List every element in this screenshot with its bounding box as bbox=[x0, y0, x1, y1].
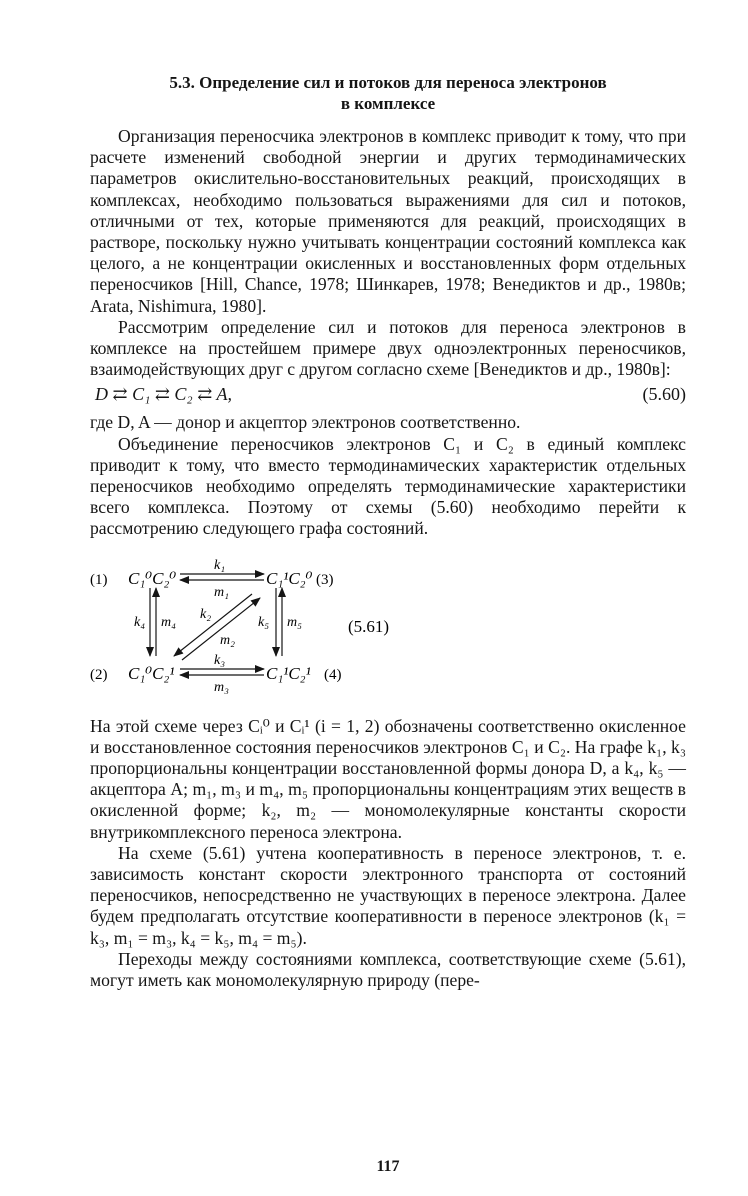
rate-k5: k₅ bbox=[258, 614, 270, 630]
state-3-tag: (3) bbox=[316, 571, 334, 588]
equation-5-60-number: (5.60) bbox=[642, 384, 686, 405]
equation-5-60 bbox=[90, 380, 686, 412]
rate-m4: m₄ bbox=[161, 614, 176, 630]
page-content bbox=[90, 72, 686, 1175]
paragraph-6: На схеме (5.61) учтена кооперативность в переносе электронов, т. е. зависимость констант скорости электронного транспорта от состояний переносчиков, непосредственно не участвующих в переносе электрона. Далее будем предполагать отсутствие кооперативности в переносе электронов (k₁ = k₃, m₁ = m₃, k₄ = k₅, m₄ = m₅). bbox=[90, 842, 686, 948]
scheme-5-61-number: (5.61) bbox=[348, 616, 390, 636]
state-3-label: C₁¹C₂⁰ bbox=[266, 568, 313, 588]
paragraph-3: где D, A — донор и акцептор электронов соответственно. bbox=[90, 412, 521, 433]
state-2-tag: (2) bbox=[90, 666, 108, 683]
arrow-m2 bbox=[182, 598, 260, 660]
rate-m5: m₅ bbox=[287, 614, 302, 630]
state-1-tag: (1) bbox=[90, 571, 108, 588]
state-4-label: C₁¹C₂¹ bbox=[266, 663, 311, 683]
state-4-tag: (4) bbox=[324, 666, 342, 683]
arrow-k2 bbox=[174, 594, 252, 656]
rate-m2: m₂ bbox=[220, 632, 235, 648]
paragraph-7: Переходы между состояниями комплекса, соответствующие схеме (5.61), могут иметь как мономолекулярную природу (пере- bbox=[90, 948, 686, 991]
rate-k3: k₃ bbox=[214, 652, 226, 668]
rate-k4: k₄ bbox=[134, 614, 146, 630]
state-graph-5-61 bbox=[90, 554, 686, 702]
paragraph-1: Организация переносчика электронов в комплекс приводит к тому, что при расчете изменений свободной энергии и других термодинамических параметров окислительно-восстановительных реакций, происходящих в комплексах, необходимо пользоваться выражениями для сил и потоков, отличными от тех, которые применяются для реакций, происходящих в растворе, поскольку нужно учитывать концентрации состояний комплекса как целого, а не концентрации окисленных и восстановленных форм отдельных переносчиков [Hill, Chance, 1978; Шинкарев, 1978; Венедиктов и др., 1980в; Arata, Nishimura, 1980]. bbox=[90, 126, 686, 316]
state-1-label: C₁⁰C₂⁰ bbox=[128, 568, 177, 588]
rate-k2: k₂ bbox=[200, 606, 212, 622]
rate-k1: k₁ bbox=[214, 557, 226, 573]
state-graph-svg bbox=[90, 554, 686, 702]
rate-m1: m₁ bbox=[214, 584, 229, 600]
paragraph-2: Рассмотрим определение сил и потоков для переноса электронов в комплексе на простейшем примере двух одноэлектронных переносчиков, взаимодействующих друг с другом согласно схеме [Венедиктов и др., 1980в]: bbox=[90, 316, 686, 380]
section-heading bbox=[90, 72, 686, 114]
page-number: 117 bbox=[376, 1158, 400, 1175]
paragraph-4: Объединение переносчиков электронов C₁ и C₂ в единый комплекс приводит к тому, что вместо термодинамических характеристик отдельных переносчиков необходимо определять термодинамические характеристики всего комплекса. Поэтому от схемы (5.60) необходимо перейти к рассмотрению следующего графа состояний. bbox=[90, 433, 686, 539]
section-title-line2: в комплексе bbox=[340, 94, 436, 113]
state-2-label: C₁⁰C₂¹ bbox=[128, 663, 175, 683]
rate-m3: m₃ bbox=[214, 679, 229, 695]
equation-5-60-expression: D ⇄ C₁ ⇄ C₂ ⇄ A, bbox=[95, 384, 232, 405]
section-title-line1: 5.3. Определение сил и потоков для переноса электронов bbox=[169, 73, 607, 92]
paragraph-5: На этой схеме через Cᵢ⁰ и Cᵢ¹ (i = 1, 2) обозначены соответственно окисленное и восстановленное состояния переносчиков электронов C₁ и C₂. На графе k₁, k₃ пропорциональны концентрации восстановленной формы донора D, а k₄, k₅ — акцептора A; m₁, m₃ и m₄, m₅ пропорциональны концентрациям этих веществ в окисленной форме; k₂, m₂ — мономолекулярные константы скорости внутрикомплексного переноса электрона. bbox=[90, 715, 686, 842]
